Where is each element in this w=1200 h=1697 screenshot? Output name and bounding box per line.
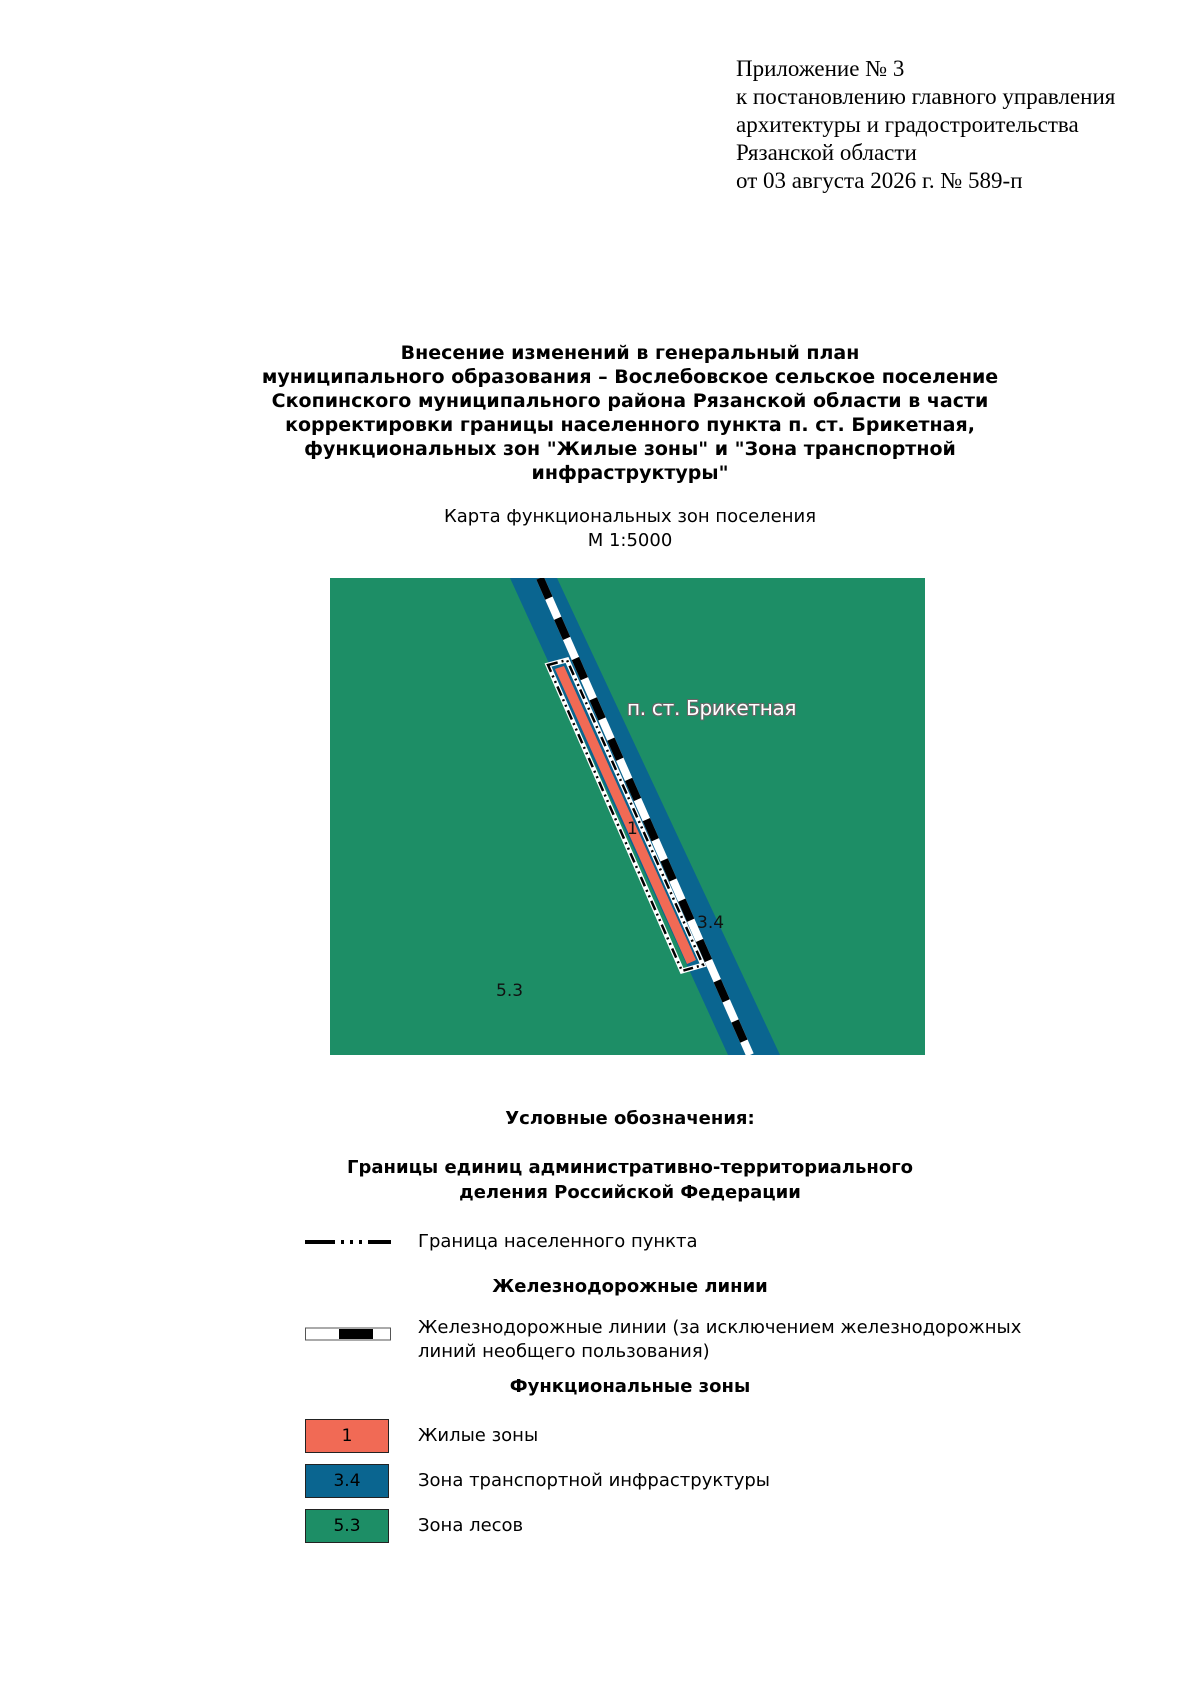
- legend-heading: Условные обозначения:: [505, 1108, 755, 1129]
- legend-rail-label: [418, 1316, 1021, 1364]
- railway-symbol: [305, 1327, 391, 1341]
- legend-admin-heading-line: Границы единиц административно-территориального: [347, 1157, 913, 1178]
- settlement-boundary-symbol: [305, 1236, 391, 1248]
- zone-label-transport-legend: Зона транспортной инфраструктуры: [418, 1470, 770, 1491]
- title-line: Скопинского муниципального района Рязанской области в части: [271, 390, 989, 412]
- legend-admin-heading: [130, 1155, 1130, 1205]
- legend-zones-heading: Функциональные зоны: [509, 1376, 751, 1397]
- appendix-line: к постановлению главного управления: [736, 84, 1116, 109]
- zone-label-residential: 1: [627, 819, 638, 839]
- appendix-block: [736, 55, 1176, 195]
- title-line: муниципального образования – Вослебовское сельское поселение: [261, 366, 999, 388]
- map-subtitle: [130, 505, 1130, 553]
- zone-swatch-residential: 1: [305, 1419, 389, 1453]
- settlement-label: п. ст. Брикетная: [627, 696, 797, 720]
- title-line: Внесение изменений в генеральный план: [400, 342, 860, 364]
- appendix-line: Приложение № 3: [736, 56, 905, 81]
- legend-admin-heading-line: деления Российской Федерации: [459, 1182, 801, 1203]
- zone-label-forest: 5.3: [496, 981, 524, 1001]
- map-scale: М 1:5000: [587, 530, 673, 551]
- legend-boundary-label: Граница населенного пункта: [418, 1231, 698, 1252]
- document-title: [130, 341, 1130, 485]
- title-line: корректировки границы населенного пункта п. ст. Брикетная,: [285, 414, 975, 436]
- zone-label-forest-legend: Зона лесов: [418, 1515, 524, 1536]
- map-name: Карта функциональных зон поселения: [443, 506, 817, 527]
- title-line: функциональных зон "Жилые зоны" и "Зона транспортной: [304, 438, 956, 460]
- legend-rail-label-line: Железнодорожные линии (за исключением железнодорожных: [418, 1317, 1022, 1338]
- appendix-line: от 03 августа 2026 г. № 589-п: [736, 168, 1023, 193]
- appendix-line: Рязанской области: [736, 140, 917, 165]
- map-canvas: [330, 578, 925, 1055]
- zone-swatch-transport: 3.4: [305, 1464, 389, 1498]
- functional-zones-map: [330, 578, 925, 1055]
- legend-rail-label-line: линий необщего пользования): [418, 1341, 710, 1362]
- zone-label-residential-legend: Жилые зоны: [418, 1425, 539, 1446]
- legend-rail-heading: Железнодорожные линии: [492, 1276, 768, 1297]
- zone-swatch-forest: 5.3: [305, 1509, 389, 1543]
- title-line: инфраструктуры": [531, 462, 729, 484]
- zone-label-transport: 3.4: [697, 913, 725, 933]
- appendix-line: архитектуры и градостроительства: [736, 112, 1079, 137]
